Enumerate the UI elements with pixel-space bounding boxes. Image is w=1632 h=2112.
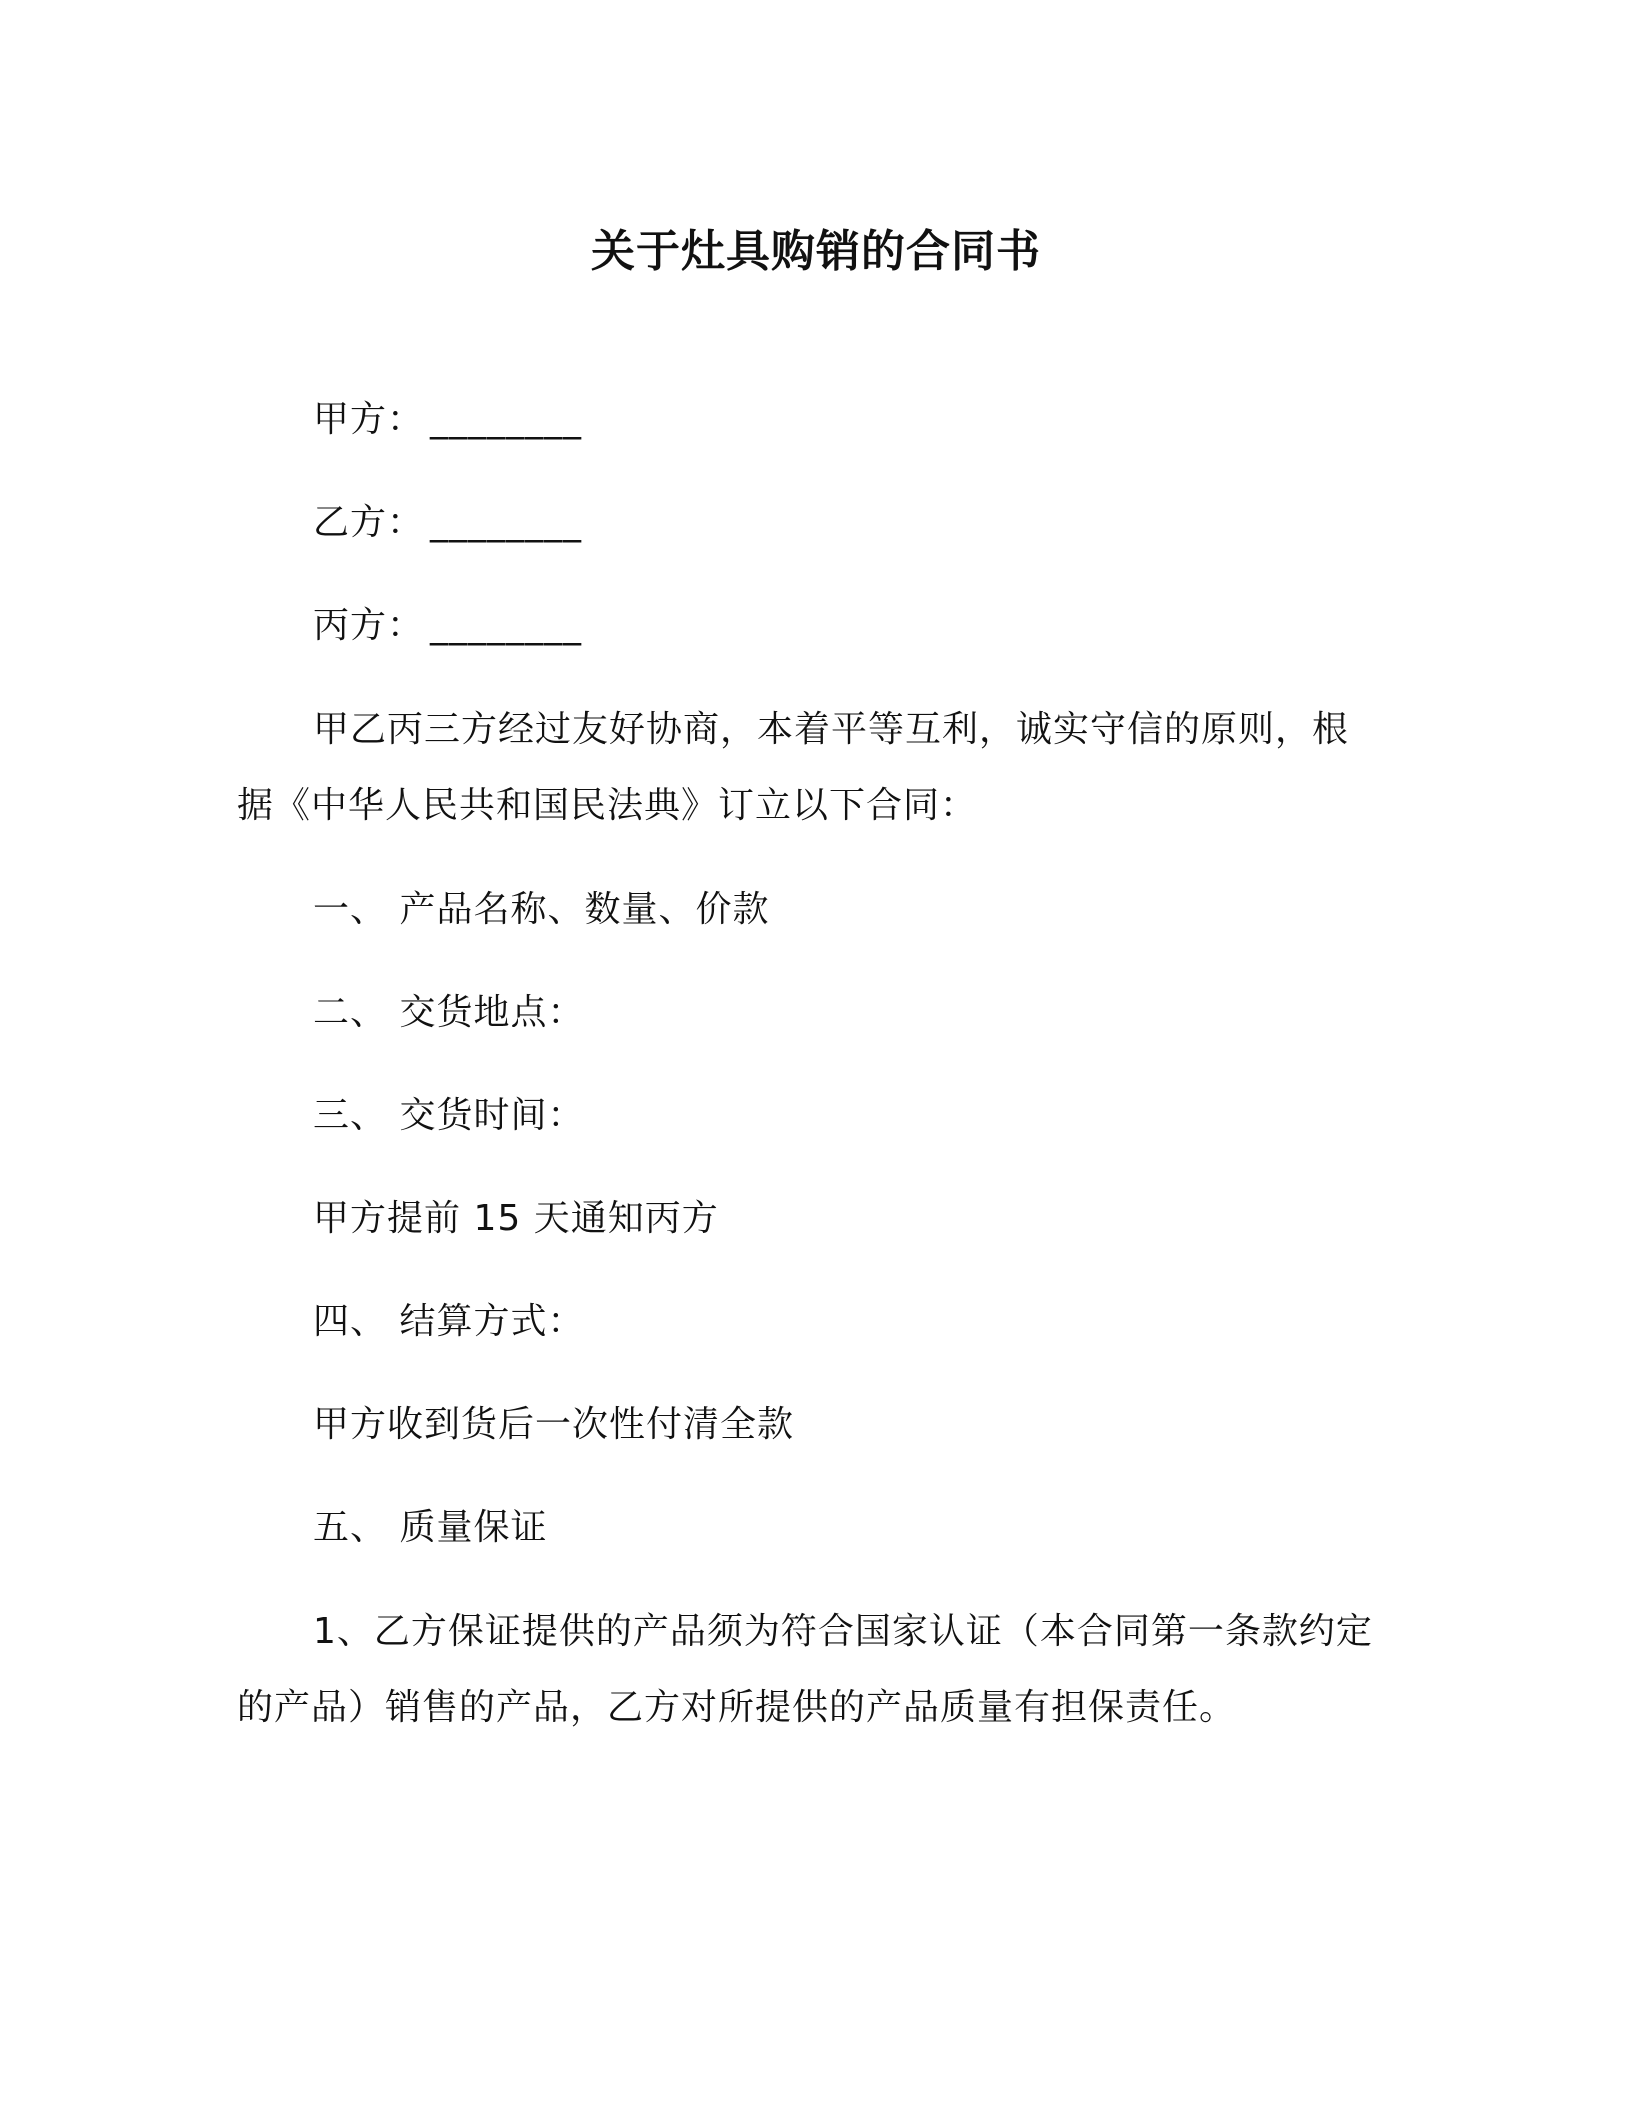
- party-c-line: [313, 602, 582, 650]
- section-3-body: 甲方提前 15 天通知丙方: [313, 1198, 719, 1239]
- section-2-heading: 二、 交货地点：: [313, 992, 585, 1033]
- party-c-blank: ________: [430, 605, 583, 646]
- section-5-item-1-line-1: 1、乙方保证提供的产品须为符合国家认证（本合同第一条款约定: [313, 1611, 1373, 1652]
- party-c-label: 丙方：: [313, 605, 425, 646]
- party-a-line: [313, 396, 582, 444]
- section-5-item-1-line-2: 的产品）销售的产品，乙方对所提供的产品质量有担保责任。: [237, 1687, 1237, 1728]
- section-3-heading: 三、 交货时间：: [313, 1095, 585, 1136]
- preamble-line-2: 据《中华人民共和国民法典》订立以下合同：: [237, 785, 978, 826]
- preamble-line-1: 甲乙丙三方经过友好协商，本着平等互利，诚实守信的原则，根: [313, 709, 1350, 750]
- section-4-heading: 四、 结算方式：: [313, 1301, 585, 1342]
- party-a-blank: ________: [430, 399, 583, 440]
- document-title: 关于灶具购销的合同书: [591, 226, 1041, 277]
- party-a-label: 甲方：: [313, 399, 425, 440]
- section-1-heading: 一、 产品名称、数量、价款: [313, 889, 770, 930]
- party-b-label: 乙方：: [313, 502, 425, 543]
- party-b-blank: ________: [430, 502, 583, 543]
- section-5-heading: 五、 质量保证: [313, 1507, 548, 1548]
- party-b-line: [313, 499, 582, 547]
- section-4-body: 甲方收到货后一次性付清全款: [313, 1404, 795, 1445]
